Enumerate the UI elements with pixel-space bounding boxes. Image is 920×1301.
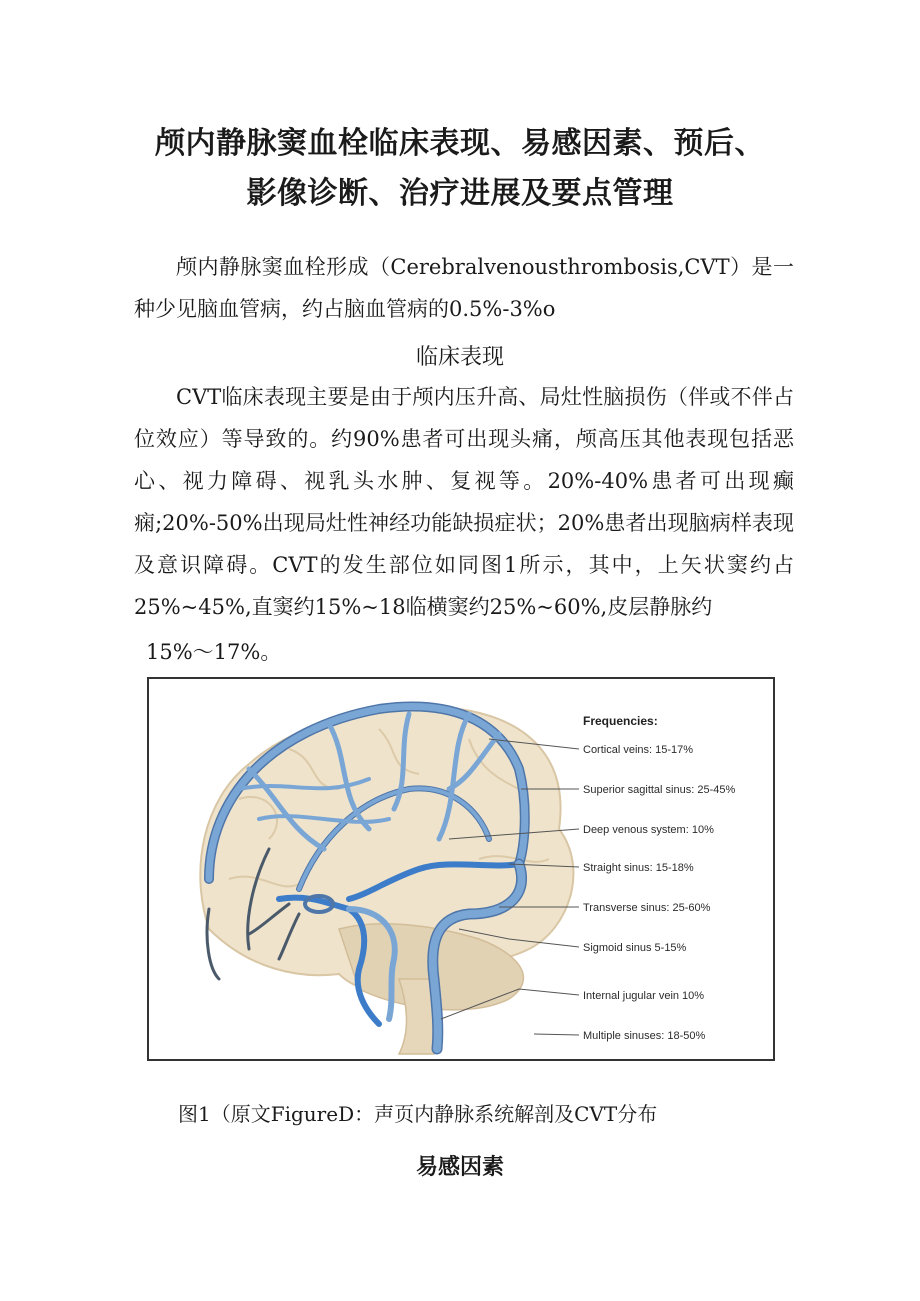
label-multiple-sinuses: Multiple sinuses: 18-50% — [583, 1030, 706, 1042]
label-superior-sagittal-sinus: Superior sagittal sinus: 25-45% — [583, 784, 736, 796]
figure-cerebral-venous-anatomy — [147, 677, 775, 1061]
document-title-line-1: 颅内静脉窦血栓临床表现、易感因素、预后、 — [155, 126, 765, 161]
intro-paragraph: 颅内静脉窦血栓形成（Cerebralvenousthrombosis,CVT）是一种少见脑血管病，约占脑血管病的0.5%-3%o — [134, 255, 794, 321]
clinical-paragraph-tail: 15%～17%。 — [146, 640, 282, 664]
legend-heading: Frequencies: — [583, 714, 658, 728]
label-cortical-veins: Cortical veins: 15-17% — [583, 744, 694, 756]
document-title-line-2: 影像诊断、治疗进展及要点管理 — [246, 176, 674, 211]
label-internal-jugular-vein: Internal jugular vein 10% — [583, 990, 705, 1002]
clinical-paragraph: CVT临床表现主要是由于颅内压升高、局灶性脑损伤（伴或不伴占位效应）等导致的。约90%患者可出现头痛，颅高压其他表现包括恶心、视力障碍、视乳头水肿、复视等。20%-40%患者可出现癫痫;20%-50%出现局灶性神经功能缺损症状；20%患者出现脑病样表现及意识障碍。CVT的发生部位如同图1所示，其中，上矢状窦约占25%~45%,直窦约15%~18临横窦约25%~60%,皮层静脉约 — [134, 385, 794, 619]
label-straight-sinus: Straight sinus: 15-18% — [583, 862, 694, 874]
figure-caption: 图1（原文FigureD：声页内静脉系统解剖及CVT分布 — [178, 1102, 658, 1126]
brain-vein-illustration — [149, 679, 773, 1059]
section-heading-clinical: 临床表现 — [415, 345, 504, 370]
section-heading-risk-factors: 易感因素 — [415, 1155, 504, 1180]
label-sigmoid-sinus: Sigmoid sinus 5-15% — [583, 942, 687, 954]
label-deep-venous-system: Deep venous system: 10% — [583, 824, 714, 836]
label-transverse-sinus: Transverse sinus: 25-60% — [583, 902, 711, 914]
